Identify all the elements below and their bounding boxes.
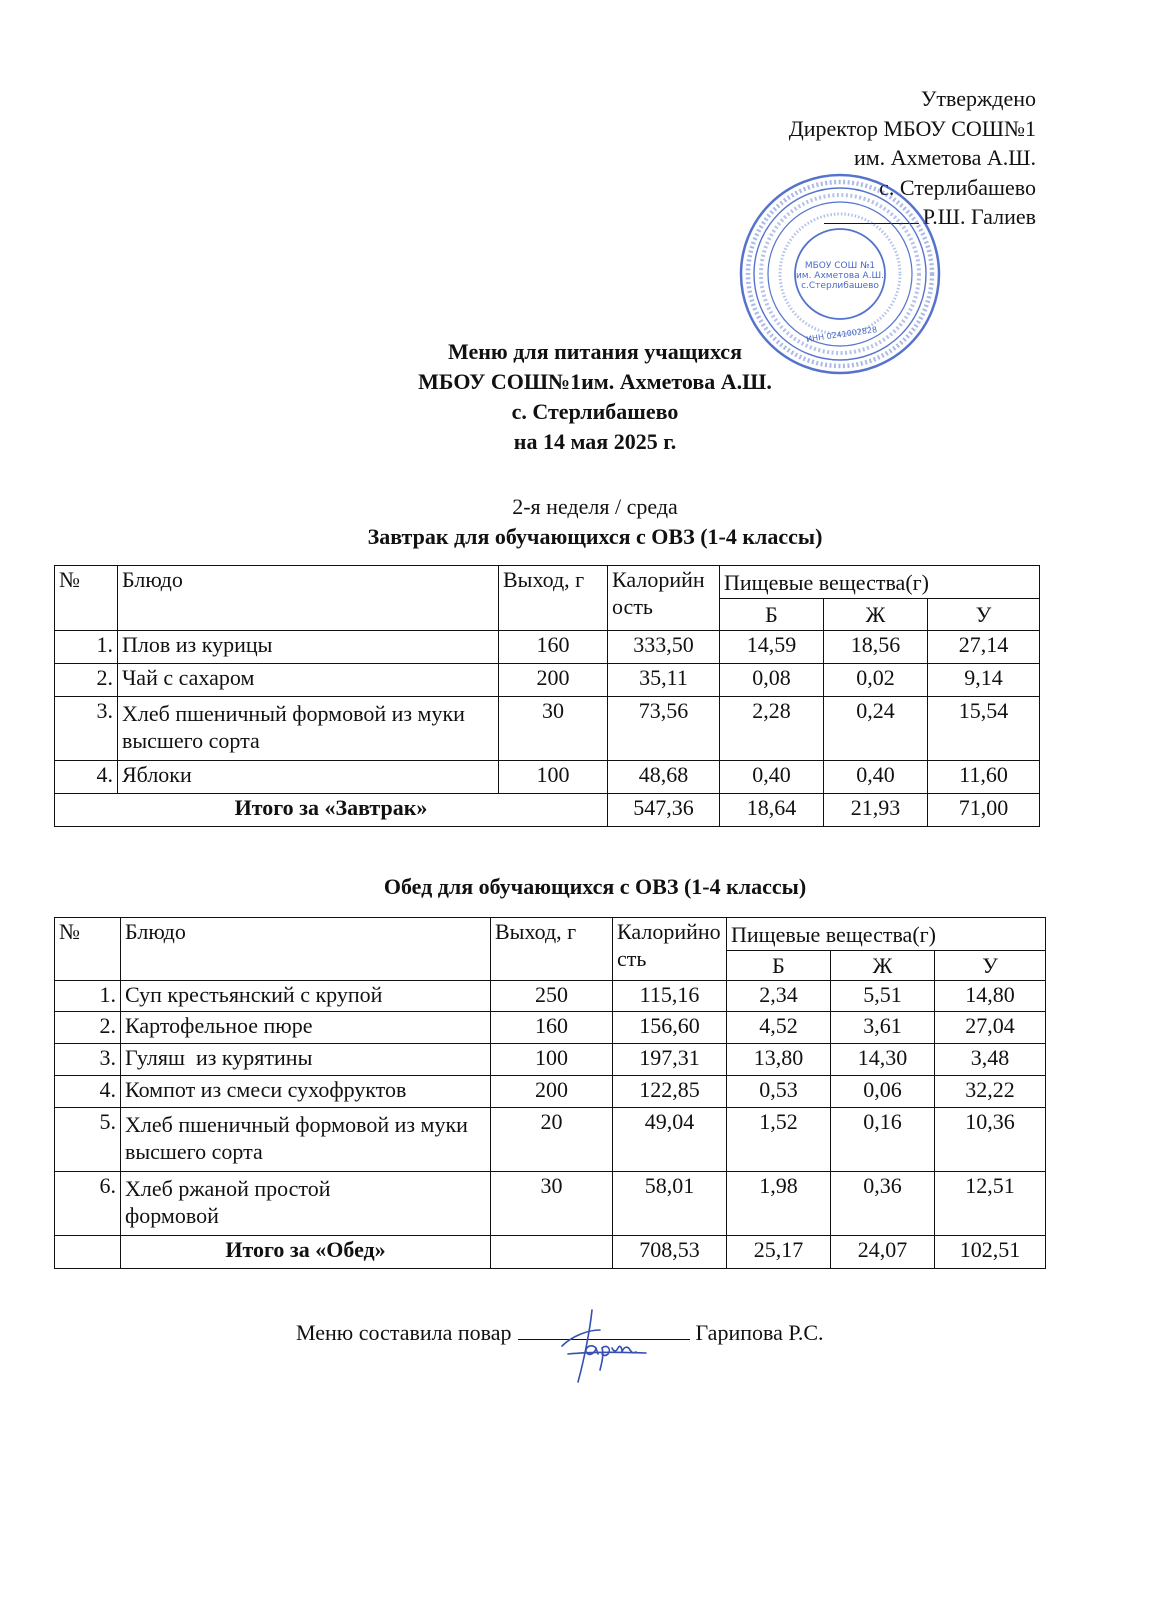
approval-signer: Р.Ш. Галиев xyxy=(922,204,1036,229)
dish-name: Хлеб пшеничный формовой из муки высшего сорта xyxy=(121,1108,491,1172)
carbs-value: 27,04 xyxy=(935,1012,1046,1044)
dish-name: Гуляш из курятины xyxy=(121,1044,491,1076)
carbs-value: 12,51 xyxy=(935,1172,1046,1236)
total-carbs: 102,51 xyxy=(935,1236,1046,1269)
handwritten-signature xyxy=(548,1300,668,1390)
yield-value: 100 xyxy=(499,761,608,794)
lunch-header-nutrients: Пищевые вещества(г) xyxy=(727,918,1046,951)
fat-value: 3,61 xyxy=(831,1012,935,1044)
approval-school-name: им. Ахметова А.Ш. xyxy=(853,145,1036,170)
approval-position: Директор МБОУ СОШ№1 xyxy=(788,115,1036,141)
protein-value: 2,34 xyxy=(727,981,831,1012)
row-number: 5. xyxy=(55,1108,121,1172)
carbs-value: 32,22 xyxy=(935,1076,1046,1108)
table-row xyxy=(55,1172,1046,1236)
row-number: 1. xyxy=(55,981,121,1012)
total-empty-cell xyxy=(55,1236,121,1269)
carbs-value: 15,54 xyxy=(928,697,1040,761)
lunch-header-dish: Блюдо xyxy=(121,918,491,981)
fat-value: 0,06 xyxy=(831,1076,935,1108)
protein-value: 1,52 xyxy=(727,1108,831,1172)
calories-value: 58,01 xyxy=(613,1172,727,1236)
fat-value: 0,36 xyxy=(831,1172,935,1236)
stamp-line1: МБОУ СОШ №1 xyxy=(804,261,876,271)
total-row xyxy=(55,1236,1046,1269)
row-number: 4. xyxy=(55,1076,121,1108)
total-label: Итого за «Завтрак» xyxy=(55,794,608,827)
footer-name: Гарипова Р.С. xyxy=(695,1320,824,1345)
breakfast-table xyxy=(54,565,1040,827)
yield-value: 30 xyxy=(491,1172,613,1236)
breakfast-header-yield: Выход, г xyxy=(499,566,608,631)
carbs-value: 10,36 xyxy=(935,1108,1046,1172)
breakfast-header-fat: Ж xyxy=(824,599,928,631)
title-line1: Меню для питания учащихся xyxy=(448,339,742,364)
fat-value: 0,24 xyxy=(824,697,928,761)
title-line2: МБОУ СОШ№1им. Ахметова А.Ш. xyxy=(418,369,772,394)
breakfast-header-carbs: У xyxy=(928,599,1040,631)
table-row xyxy=(55,697,1040,761)
protein-value: 0,40 xyxy=(720,761,824,794)
calories-value: 122,85 xyxy=(613,1076,727,1108)
row-number: 2. xyxy=(55,1012,121,1044)
carbs-value: 11,60 xyxy=(928,761,1040,794)
protein-value: 0,08 xyxy=(720,664,824,697)
table-row xyxy=(55,1108,1046,1172)
breakfast-header-dish: Блюдо xyxy=(118,566,499,631)
protein-value: 2,28 xyxy=(720,697,824,761)
title-line3: с. Стерлибашево xyxy=(511,399,679,424)
calories-value: 48,68 xyxy=(608,761,720,794)
table-row xyxy=(55,1076,1046,1108)
yield-value: 250 xyxy=(491,981,613,1012)
lunch-caption: Обед для обучающихся с ОВЗ (1-4 классы) xyxy=(383,874,807,899)
calories-value: 197,31 xyxy=(613,1044,727,1076)
table-row xyxy=(55,761,1040,794)
yield-value: 160 xyxy=(491,1012,613,1044)
row-number: 6. xyxy=(55,1172,121,1236)
fat-value: 0,16 xyxy=(831,1108,935,1172)
total-calories: 547,36 xyxy=(608,794,720,827)
row-number: 1. xyxy=(55,631,118,664)
fat-value: 0,40 xyxy=(824,761,928,794)
fat-value: 0,02 xyxy=(824,664,928,697)
breakfast-header-num: № xyxy=(55,566,118,631)
total-fat: 21,93 xyxy=(824,794,928,827)
footer-prefix: Меню составила повар xyxy=(296,1320,512,1345)
row-number: 4. xyxy=(55,761,118,794)
calories-value: 49,04 xyxy=(613,1108,727,1172)
calories-value: 333,50 xyxy=(608,631,720,664)
fat-value: 18,56 xyxy=(824,631,928,664)
table-row xyxy=(55,1044,1046,1076)
dish-name: Хлеб ржаной простой формовой xyxy=(121,1172,491,1236)
document-title xyxy=(0,337,1163,457)
lunch-header-fat: Ж xyxy=(831,951,935,981)
dish-name: Картофельное пюре xyxy=(121,1012,491,1044)
breakfast-header-calories: Калорийность xyxy=(608,566,720,631)
calories-value: 35,11 xyxy=(608,664,720,697)
stamp-inn: ИНН 0241002828 xyxy=(805,325,878,344)
fat-value: 14,30 xyxy=(831,1044,935,1076)
lunch-header-yield: Выход, г xyxy=(491,918,613,981)
total-protein: 25,17 xyxy=(727,1236,831,1269)
week-label: 2-я неделя / среда xyxy=(512,494,678,519)
yield-value: 160 xyxy=(499,631,608,664)
title-date: на 14 мая 2025 г. xyxy=(513,429,677,454)
approval-village: с. Стерлибашево xyxy=(879,174,1036,200)
total-label: Итого за «Обед» xyxy=(121,1236,491,1269)
yield-value: 100 xyxy=(491,1044,613,1076)
total-calories: 708,53 xyxy=(613,1236,727,1269)
carbs-value: 27,14 xyxy=(928,631,1040,664)
lunch-table xyxy=(54,917,1046,1269)
carbs-value: 3,48 xyxy=(935,1044,1046,1076)
total-empty-yield xyxy=(491,1236,613,1269)
approval-status: Утверждено xyxy=(920,86,1036,111)
carbs-value: 14,80 xyxy=(935,981,1046,1012)
protein-value: 0,53 xyxy=(727,1076,831,1108)
yield-value: 20 xyxy=(491,1108,613,1172)
calories-value: 73,56 xyxy=(608,697,720,761)
yield-value: 200 xyxy=(491,1076,613,1108)
lunch-header-calories: Калорийность xyxy=(613,918,727,981)
dish-name: Плов из курицы xyxy=(118,631,499,664)
stamp-line2: им. Ахметова А.Ш. xyxy=(795,271,885,281)
protein-value: 4,52 xyxy=(727,1012,831,1044)
breakfast-header-nutrients: Пищевые вещества(г) xyxy=(720,566,1040,599)
calories-value: 156,60 xyxy=(613,1012,727,1044)
total-carbs: 71,00 xyxy=(928,794,1040,827)
dish-name: Компот из смеси сухофруктов xyxy=(121,1076,491,1108)
yield-value: 30 xyxy=(499,697,608,761)
table-row xyxy=(55,1012,1046,1044)
dish-name: Хлеб пшеничный формовой из муки высшего сорта xyxy=(118,697,499,761)
stamp-line3: с.Стерлибашево xyxy=(801,281,879,291)
dish-name: Чай с сахаром xyxy=(118,664,499,697)
breakfast-caption: Завтрак для обучающихся с ОВЗ (1-4 классы) xyxy=(367,524,823,549)
table-row xyxy=(55,981,1046,1012)
protein-value: 1,98 xyxy=(727,1172,831,1236)
dish-name: Суп крестьянский с крупой xyxy=(121,981,491,1012)
total-protein: 18,64 xyxy=(720,794,824,827)
lunch-header-protein: Б xyxy=(727,951,831,981)
breakfast-header-protein: Б xyxy=(720,599,824,631)
yield-value: 200 xyxy=(499,664,608,697)
table-row xyxy=(55,631,1040,664)
lunch-header-carbs: У xyxy=(935,951,1046,981)
protein-value: 13,80 xyxy=(727,1044,831,1076)
lunch-header-num: № xyxy=(55,918,121,981)
table-row xyxy=(55,664,1040,697)
row-number: 2. xyxy=(55,664,118,697)
carbs-value: 9,14 xyxy=(928,664,1040,697)
total-row xyxy=(55,794,1040,827)
calories-value: 115,16 xyxy=(613,981,727,1012)
protein-value: 14,59 xyxy=(720,631,824,664)
row-number: 3. xyxy=(55,697,118,761)
dish-name: Яблоки xyxy=(118,761,499,794)
total-fat: 24,07 xyxy=(831,1236,935,1269)
row-number: 3. xyxy=(55,1044,121,1076)
fat-value: 5,51 xyxy=(831,981,935,1012)
